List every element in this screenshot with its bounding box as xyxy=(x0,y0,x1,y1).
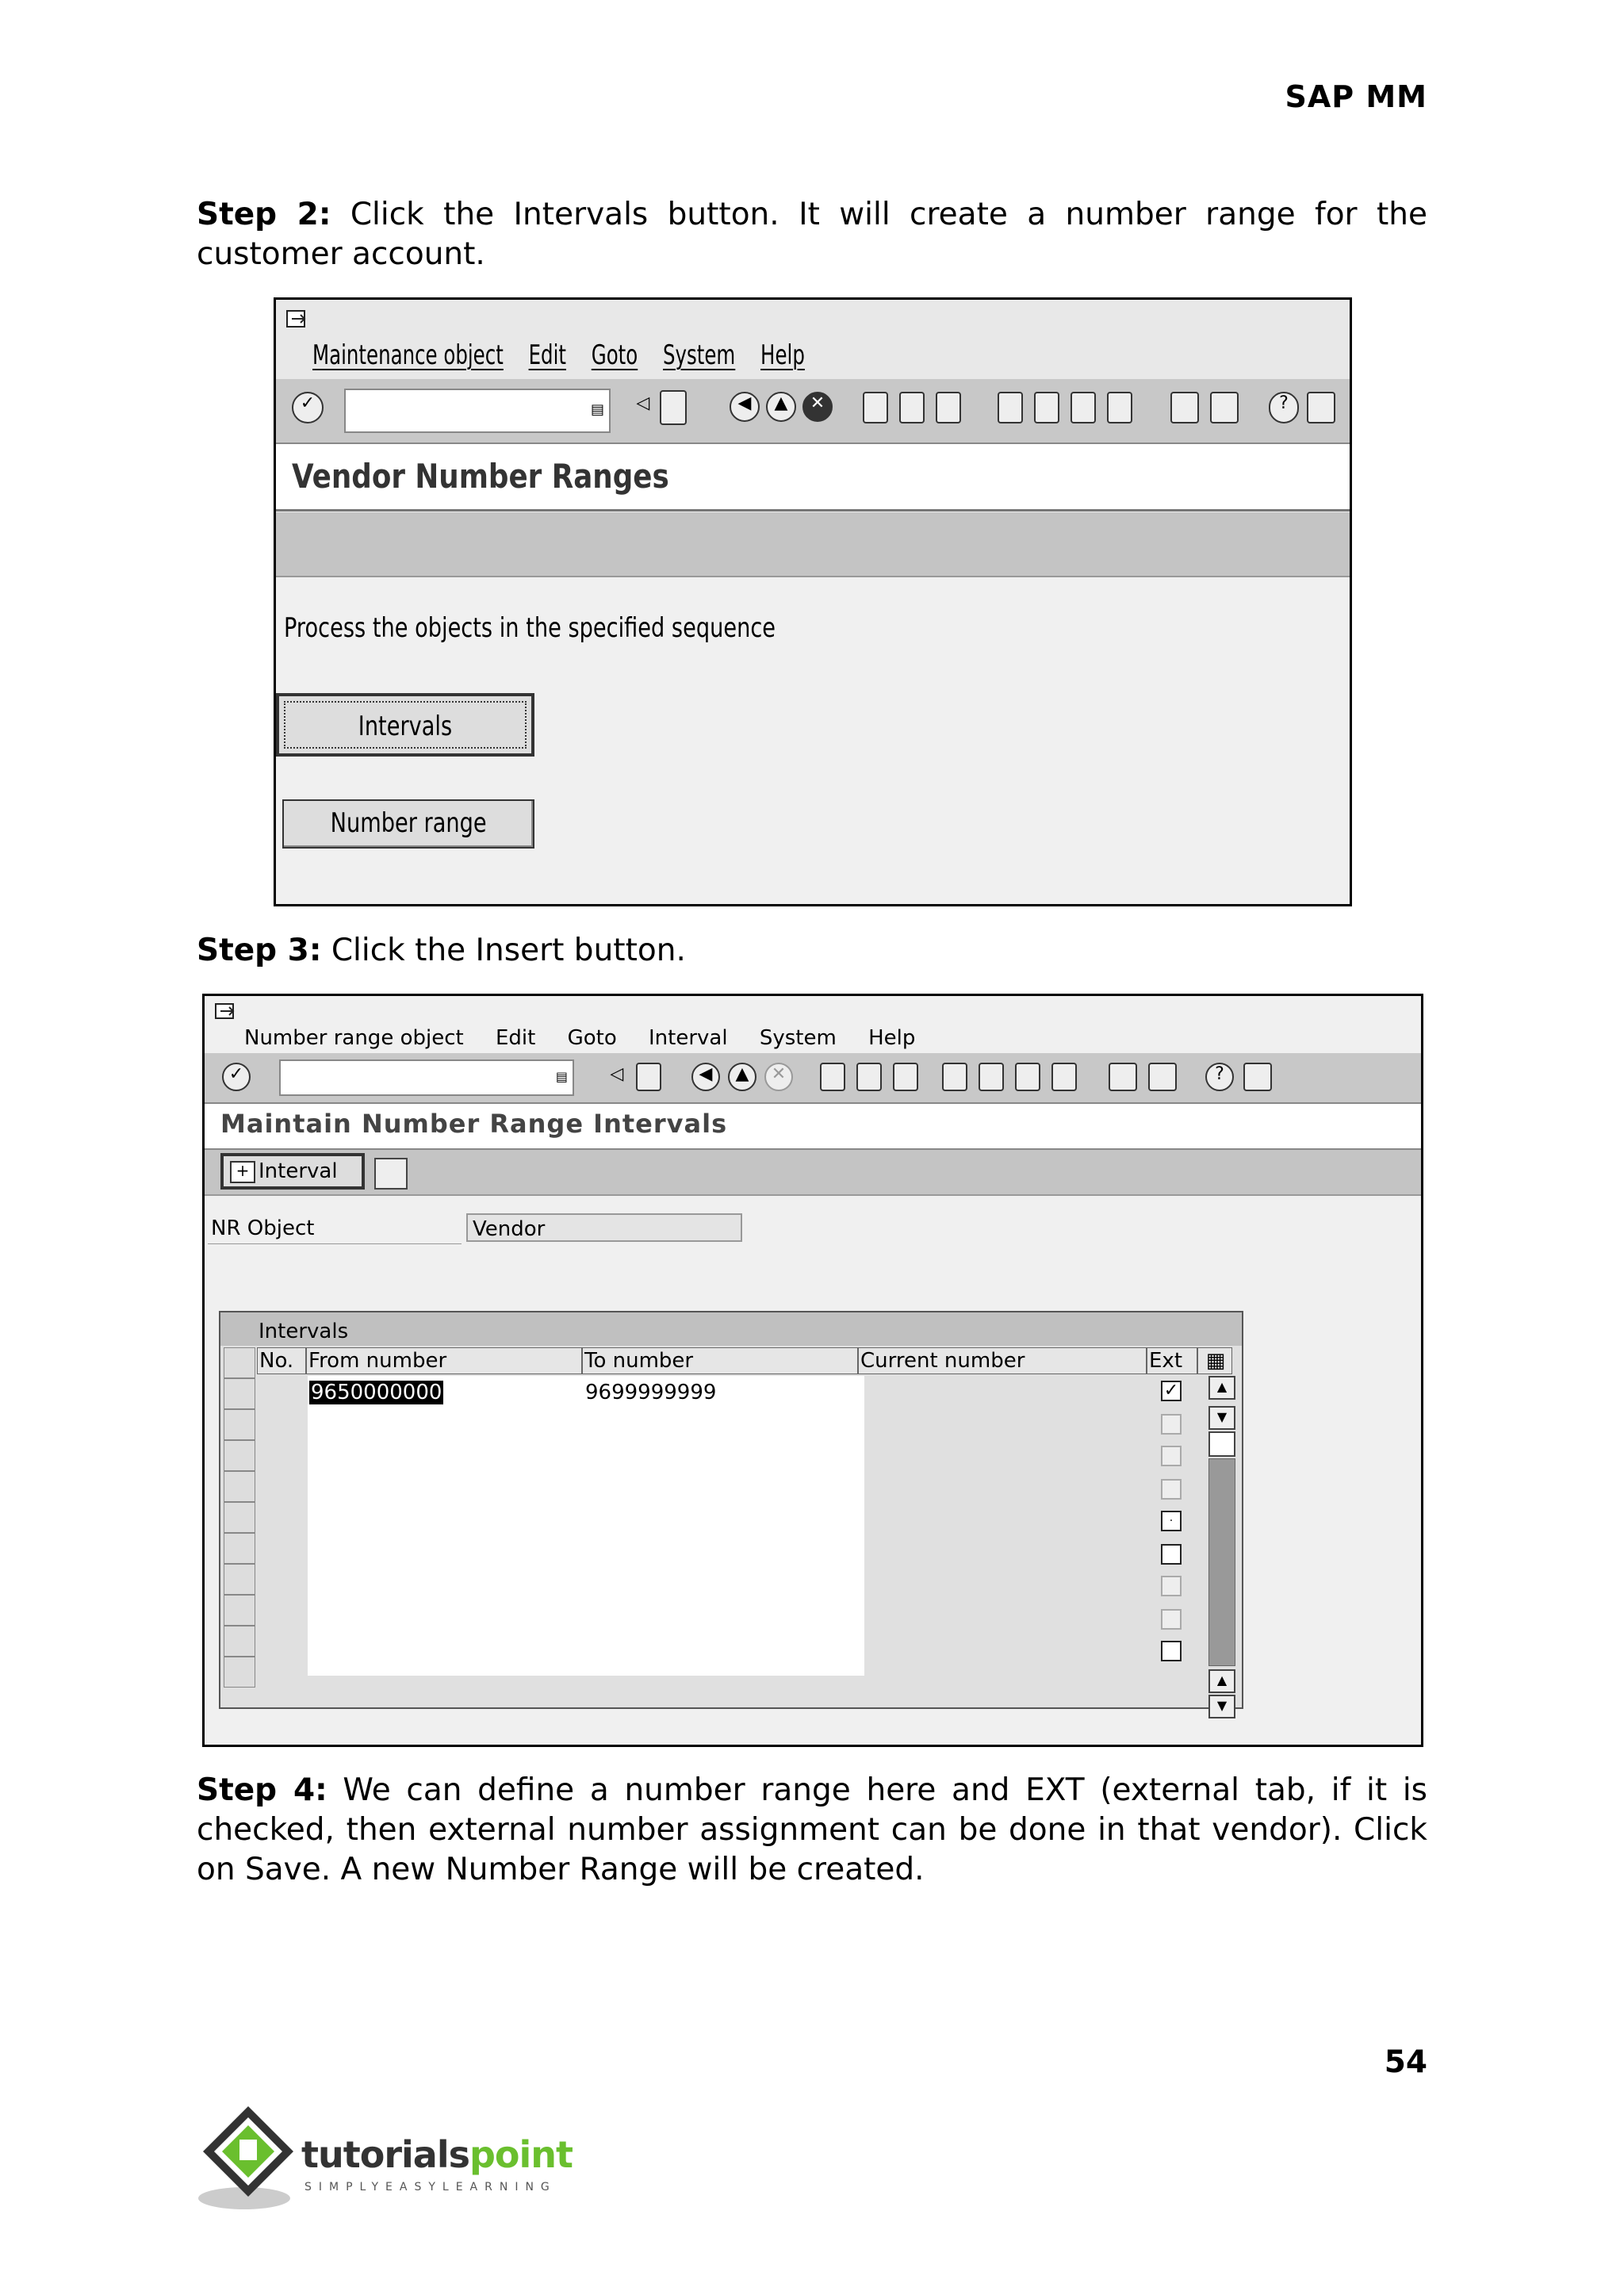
scroll-up-icon[interactable]: ▲ xyxy=(1208,1376,1235,1400)
menu-edit[interactable]: Edit xyxy=(495,1026,536,1050)
row-selector[interactable] xyxy=(224,1657,255,1688)
command-field[interactable] xyxy=(279,1059,574,1096)
overview-icon[interactable] xyxy=(374,1158,408,1190)
menu-number-range-object[interactable]: Number range object xyxy=(244,1026,464,1050)
save-icon[interactable] xyxy=(636,1063,661,1091)
screen-title-bar xyxy=(205,1104,1421,1150)
scroll-track[interactable] xyxy=(1208,1458,1235,1666)
column-header-ext[interactable]: Ext xyxy=(1147,1347,1197,1374)
menu-bar xyxy=(276,300,1350,379)
ext-checkbox[interactable] xyxy=(1161,1414,1182,1435)
vertical-scrollbar[interactable] xyxy=(1208,1376,1237,1713)
tutorialspoint-logo xyxy=(197,2102,577,2220)
intervals-button-label: Intervals xyxy=(358,711,453,742)
column-settings-icon[interactable]: ▦ xyxy=(1197,1347,1232,1374)
row-selector[interactable] xyxy=(224,1440,255,1471)
menu-maintenance-object[interactable]: Maintenance object xyxy=(312,339,504,371)
help-icon[interactable]: ? xyxy=(1269,392,1299,423)
ext-checkbox[interactable] xyxy=(1161,1479,1182,1500)
command-field-dropdown-icon[interactable]: ▤ xyxy=(555,1069,568,1084)
ext-checkbox[interactable] xyxy=(1161,1576,1182,1596)
find-icon[interactable] xyxy=(899,392,925,423)
ext-checkbox[interactable] xyxy=(1161,1446,1182,1466)
step3-text: Click the Insert button. xyxy=(331,933,686,968)
screen-title-bar xyxy=(276,444,1350,511)
find-next-icon[interactable] xyxy=(893,1063,918,1091)
logo-wordmark xyxy=(301,2133,573,2176)
instruction-text: Process the objects in the specified sequence xyxy=(284,612,776,644)
editable-area xyxy=(308,1376,864,1676)
enter-check-icon[interactable]: ✓ xyxy=(292,392,324,423)
menu-system[interactable]: System xyxy=(759,1026,837,1050)
row-selector[interactable] xyxy=(224,1502,255,1533)
first-page-icon[interactable] xyxy=(998,392,1023,423)
step2-text: Click the Intervals button. It will create a number range for the customer account. xyxy=(197,197,1427,272)
row-selector[interactable] xyxy=(224,1409,255,1440)
find-icon[interactable] xyxy=(856,1063,882,1091)
menu-edit[interactable]: Edit xyxy=(528,339,566,371)
shortcut-icon[interactable] xyxy=(1210,392,1239,423)
from-number-cell[interactable] xyxy=(309,1381,443,1404)
step4-paragraph xyxy=(197,1771,1427,1890)
page-header-title: SAP MM xyxy=(1285,79,1427,114)
step2-paragraph xyxy=(197,195,1427,274)
row-selector[interactable] xyxy=(224,1347,255,1378)
menu-icon[interactable] xyxy=(214,1001,239,1027)
create-session-icon[interactable] xyxy=(1170,392,1199,423)
ext-checkbox[interactable] xyxy=(1161,1609,1182,1630)
row-selector[interactable] xyxy=(224,1626,255,1657)
number-range-button[interactable] xyxy=(282,799,534,849)
create-session-icon[interactable] xyxy=(1109,1063,1137,1091)
help-icon[interactable]: ? xyxy=(1205,1063,1234,1091)
cancel-icon[interactable]: ✕ xyxy=(764,1063,793,1091)
scroll-down-icon[interactable]: ▼ xyxy=(1208,1406,1235,1430)
nr-object-label: NR Object xyxy=(211,1216,315,1240)
number-range-button-label: Number range xyxy=(330,807,487,839)
row-selector-column xyxy=(224,1347,257,1688)
print-icon[interactable] xyxy=(820,1063,845,1091)
menu-interval[interactable]: Interval xyxy=(649,1026,728,1050)
row-selector[interactable] xyxy=(224,1471,255,1502)
page-number: 54 xyxy=(1384,2044,1427,2080)
logo-word-point: point xyxy=(469,2133,573,2176)
save-icon[interactable] xyxy=(660,390,687,425)
next-page-icon[interactable] xyxy=(1015,1063,1040,1091)
command-field[interactable] xyxy=(344,389,611,433)
insert-interval-icon: + xyxy=(230,1161,255,1183)
intervals-table-title: Intervals xyxy=(220,1312,1242,1346)
menu-goto[interactable]: Goto xyxy=(567,1026,617,1050)
exit-icon[interactable]: ▲ xyxy=(766,392,796,422)
shortcut-icon[interactable] xyxy=(1148,1063,1177,1091)
step4-text: We can define a number range here and EXT (external tab, if it is checked, then external number assignment can be done in that vendor). Click on Save. A new Number Range will be created. xyxy=(197,1772,1427,1887)
intervals-button[interactable] xyxy=(276,693,534,757)
row-selector[interactable] xyxy=(224,1533,255,1564)
column-header-no[interactable]: No. xyxy=(257,1347,306,1374)
step4-label: Step 4: xyxy=(197,1772,327,1808)
ext-checkbox-checked[interactable]: ✓ xyxy=(1161,1381,1182,1401)
ext-checkbox[interactable]: · xyxy=(1161,1511,1182,1531)
step2-label: Step 2: xyxy=(197,197,331,232)
menu-help[interactable]: Help xyxy=(868,1026,916,1050)
back-icon[interactable]: ◀ xyxy=(691,1063,720,1091)
command-field-dropdown-icon[interactable]: ▤ xyxy=(590,401,604,418)
step3-label: Step 3: xyxy=(197,933,322,968)
layout-menu-icon[interactable] xyxy=(1307,392,1335,423)
first-page-icon[interactable] xyxy=(942,1063,967,1091)
scroll-thumb[interactable] xyxy=(1208,1431,1235,1457)
menu-goto[interactable]: Goto xyxy=(591,339,638,371)
find-next-icon[interactable] xyxy=(936,392,961,423)
from-number-value: 9650000000 xyxy=(311,1381,442,1404)
step3-paragraph xyxy=(197,931,1427,971)
vendor-number-ranges-window xyxy=(274,297,1352,906)
back-arrow-icon[interactable]: ◁ xyxy=(610,1064,624,1084)
screen-title: Vendor Number Ranges xyxy=(292,457,669,496)
previous-page-icon[interactable] xyxy=(1034,392,1059,423)
row-selector[interactable] xyxy=(224,1378,255,1409)
logo-tagline: SIMPLYEASYLEARNING xyxy=(304,2181,557,2193)
exit-icon[interactable]: ▲ xyxy=(728,1063,756,1091)
to-number-cell[interactable]: 9699999999 xyxy=(585,1381,717,1404)
scroll-page-up-icon[interactable]: ▲ xyxy=(1208,1669,1235,1693)
row-selector[interactable] xyxy=(224,1564,255,1595)
column-header-from-number[interactable]: From number xyxy=(306,1347,582,1374)
maintain-intervals-window xyxy=(202,994,1423,1747)
menu-icon[interactable] xyxy=(285,308,311,328)
nr-object-underline xyxy=(208,1243,462,1244)
enter-check-icon[interactable]: ✓ xyxy=(222,1063,251,1091)
column-header-to-number[interactable]: To number xyxy=(582,1347,858,1374)
print-icon[interactable] xyxy=(863,392,888,423)
back-arrow-icon[interactable]: ◁ xyxy=(636,393,650,413)
tutorialspoint-logo-icon xyxy=(197,2102,300,2213)
insert-interval-label: Interval xyxy=(259,1159,338,1183)
insert-interval-button[interactable] xyxy=(220,1153,365,1190)
next-page-icon[interactable] xyxy=(1071,392,1096,423)
layout-menu-icon[interactable] xyxy=(1243,1063,1272,1091)
menu-system[interactable]: System xyxy=(663,339,736,371)
application-toolbar xyxy=(276,512,1350,577)
intervals-table xyxy=(219,1311,1243,1713)
application-toolbar xyxy=(205,1150,1421,1196)
ext-checkbox[interactable] xyxy=(1161,1641,1182,1661)
logo-word-tutorials: tutorials xyxy=(301,2133,469,2176)
menu-help[interactable]: Help xyxy=(760,339,805,371)
nr-object-field: Vendor xyxy=(466,1213,742,1242)
scroll-page-down-icon[interactable]: ▼ xyxy=(1208,1695,1235,1718)
last-page-icon[interactable] xyxy=(1051,1063,1077,1091)
screen-title: Maintain Number Range Intervals xyxy=(220,1109,728,1139)
standard-toolbar xyxy=(205,1053,1421,1104)
previous-page-icon[interactable] xyxy=(979,1063,1004,1091)
column-header-current-number[interactable]: Current number xyxy=(858,1347,1147,1374)
back-icon[interactable]: ◀ xyxy=(730,392,760,422)
ext-checkbox[interactable] xyxy=(1161,1544,1182,1565)
standard-toolbar xyxy=(276,379,1350,444)
row-selector[interactable] xyxy=(224,1595,255,1626)
cancel-icon[interactable]: ✕ xyxy=(802,392,833,422)
last-page-icon[interactable] xyxy=(1107,392,1132,423)
